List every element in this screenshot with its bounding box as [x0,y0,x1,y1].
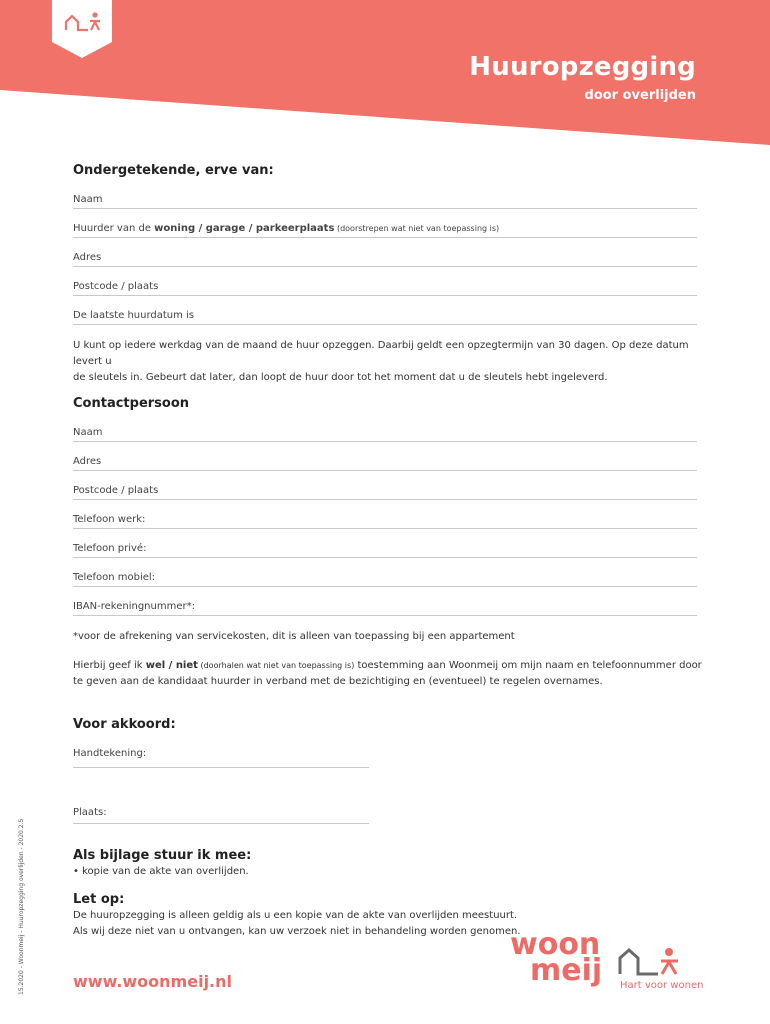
field-contact-adres[interactable] [73,456,697,471]
field-label: Adres [73,252,102,263]
field-adres[interactable] [73,252,697,267]
brand-text-bottom: meij [530,953,603,988]
bijlage-item: • kopie van de akte van overlijden. [73,866,249,877]
footnote: *voor de afrekening van servicekosten, dit is alleen van toepassing bij een appartement [73,631,515,642]
field-label: Telefoon privé: [73,543,147,554]
field-label: Telefoon werk: [73,514,146,525]
side-note: 15.2020 - Woonmeij - Huuropzegging overlijden - 2020.2.5 [18,818,25,995]
field-contact-postcode[interactable] [73,485,697,500]
page-title: Huuropzegging [469,52,696,82]
brand-text-top: woon [510,928,601,962]
let-op-line: De huuropzegging is alleen geldig als u een kopie van de akte van overlijden meestuurt. [73,910,518,921]
field-telefoon-werk[interactable] [73,514,697,529]
section-heading-akkoord: Voor akkoord: [73,717,176,732]
consent-paragraph [73,658,703,690]
let-op-line: Als wij deze niet van u ontvangen, kan uw verzoek niet in behandeling worden genomen. [73,926,521,937]
section-heading-contactpersoon: Contactpersoon [73,396,190,411]
logo-tab [52,0,112,58]
field-label: Plaats: [73,807,107,818]
page-subtitle: door overlijden [584,88,696,103]
field-telefoon-mobiel[interactable] [73,572,697,587]
field-label: Naam [73,194,103,205]
consent-text: toestemming aan Woonmeij om mijn naam en telefoonnummer door [354,660,702,671]
field-contact-naam[interactable] [73,427,697,442]
section-heading-let-op: Let op: [73,892,125,907]
field-label: De laatste huurdatum is [73,310,195,321]
field-iban[interactable] [73,601,697,616]
section-heading-bijlage: Als bijlage stuur ik mee: [73,848,252,863]
field-label: Naam [73,427,103,438]
field-label: Handtekening: [73,748,147,759]
field-label: Adres [73,456,102,467]
field-label: Telefoon mobiel: [73,572,156,583]
field-naam[interactable] [73,194,697,209]
field-handtekening[interactable] [73,748,369,768]
field-huurder[interactable] [73,223,697,238]
info-line: de sleutels in. Gebeurt dat later, dan loopt de huur door tot het moment dat u de sleutels hebt ingeleverd. [73,372,608,383]
info-line: U kunt op iedere werkdag van de maand de huur opzeggen. Daarbij geldt een opzegtermijn van 30 dagen. Op deze datum levert u [73,340,689,367]
field-plaats[interactable] [73,807,369,824]
info-paragraph [73,338,703,386]
section-heading-ondergetekende: Ondergetekende, erve van: [73,163,274,178]
field-postcode[interactable] [73,281,697,296]
field-label: Postcode / plaats [73,485,159,496]
consent-line: te geven aan de kandidaat huurder in verband met de bezichtiging en (eventueel) te regelen overnames. [73,676,603,687]
field-label: IBAN-rekeningnummer*: [73,601,195,612]
header-banner [0,0,770,150]
field-label-bold: woning / garage / parkeerplaats [154,223,335,234]
field-note: (doorstrepen wat niet van toepassing is) [334,224,500,233]
consent-text: Hierbij geef ik [73,660,146,671]
consent-bold: wel / niet [145,660,198,671]
footer-url-link[interactable]: www.woonmeij.nl [73,972,232,991]
house-person-icon [620,948,678,974]
field-laatste-huurdatum[interactable] [73,310,697,325]
field-label: Postcode / plaats [73,281,159,292]
consent-note: (doorhalen wat niet van toepassing is) [197,661,355,670]
brand-tagline: Hart voor wonen [620,980,704,991]
field-telefoon-prive[interactable] [73,543,697,558]
field-label: Huurder van de [73,223,155,234]
